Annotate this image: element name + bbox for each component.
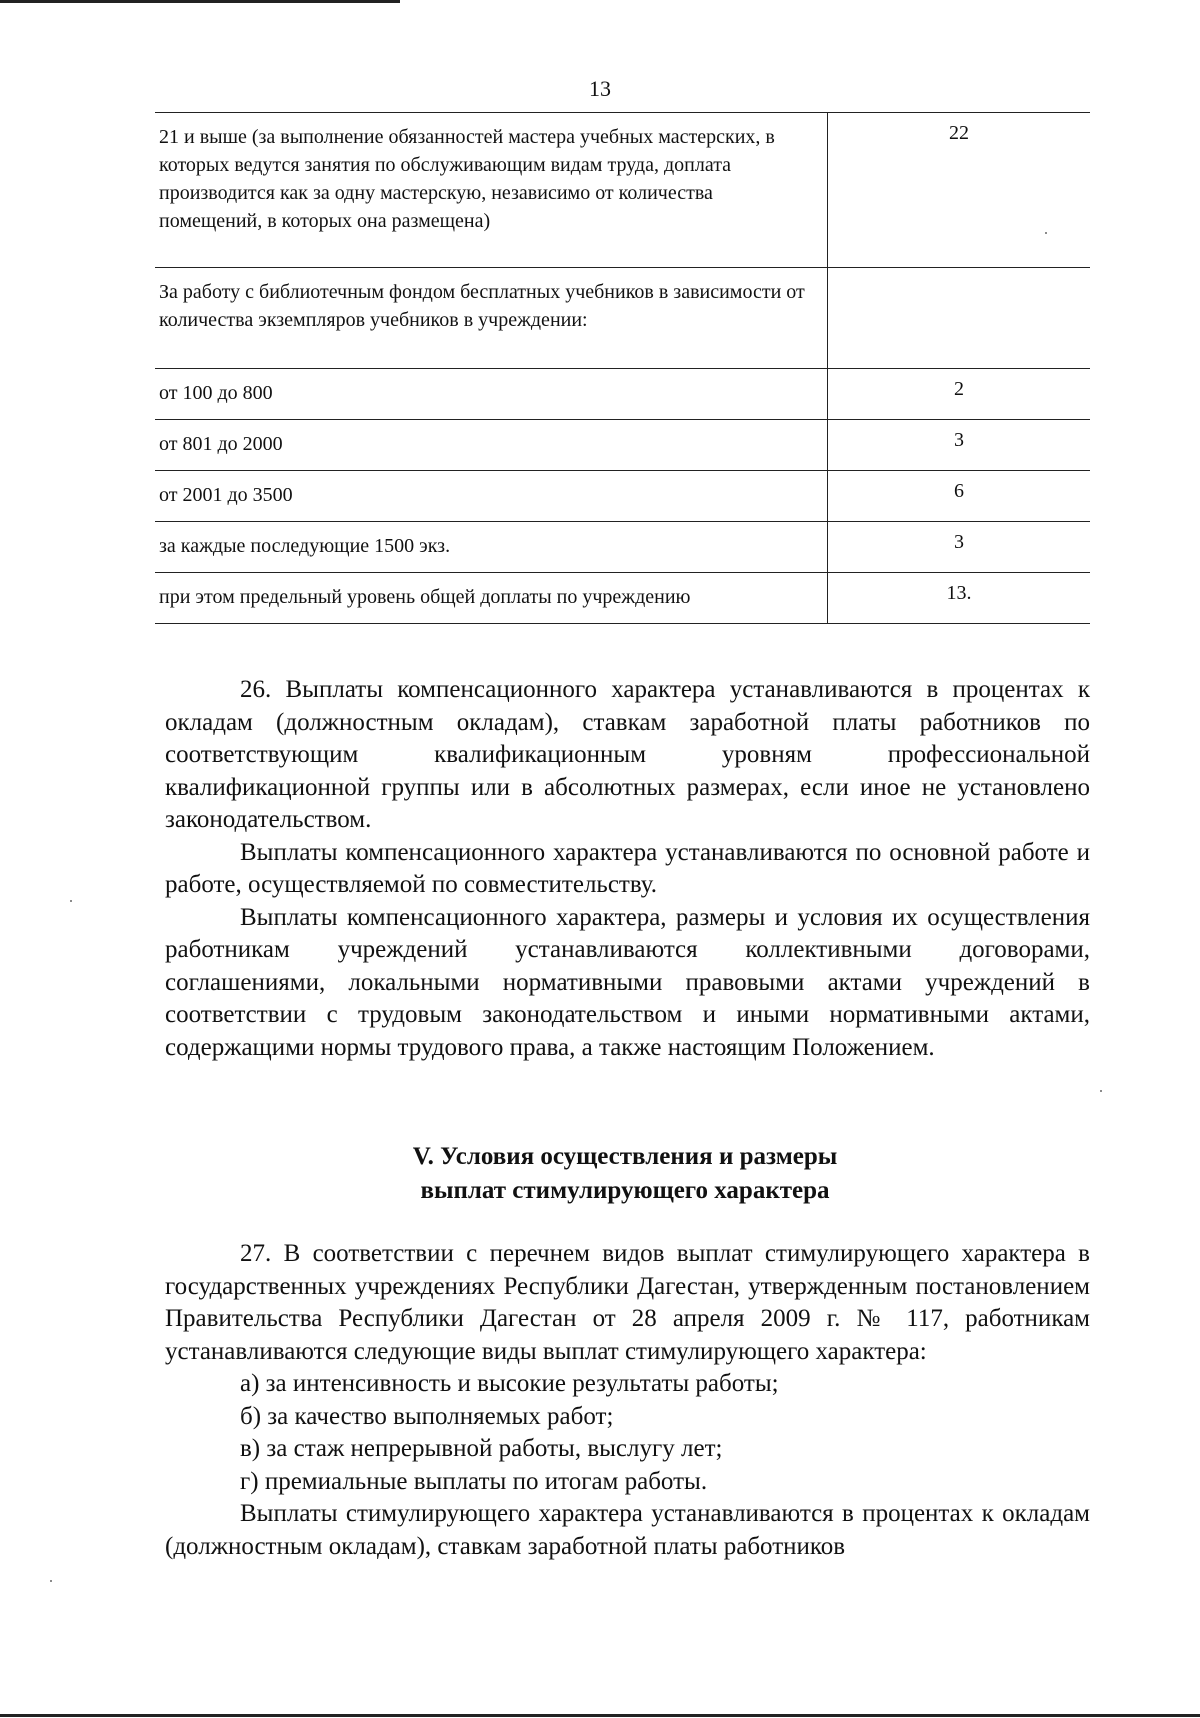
scan-speck <box>50 1580 52 1582</box>
list-item: г) премиальные выплаты по итогам работы. <box>240 1467 708 1495</box>
row-value: 2 <box>828 369 1091 420</box>
row-value: 6 <box>828 471 1091 522</box>
row-value: 22 <box>828 113 1091 268</box>
row-label: от 801 до 2000 <box>155 420 828 471</box>
clause-26-paragraph: Выплаты компенсационного характера, размеры и условия их осуществления работникам учреждений устанавливаются коллективными договорами, соглашениями, локальными нормативными правовыми актами учреждений в соответствии с трудовым законодательством и иными нормативными актами, содержащими нормы трудового права, а также настоящим Положением. <box>165 903 1090 1061</box>
closing-paragraph: Выплаты стимулирующего характера устанавливаются в процентах к окладам (должностным окладам), ставкам заработной платы работников <box>165 1500 1090 1560</box>
clause-26-paragraph: 26. Выплаты компенсационного характера устанавливаются в процентах к окладам (должностным окладам), ставкам заработной платы работников по соответствующим квалификационным уровням профессиональной квалификационной группы или в абсолютных размерах, если иное не установлено законодательством. <box>165 676 1090 833</box>
row-value: 13. <box>828 573 1091 624</box>
row-value: 3 <box>828 420 1091 471</box>
table-row <box>155 369 1090 420</box>
table-row <box>155 420 1090 471</box>
table-row <box>155 522 1090 573</box>
top-edge-rule <box>0 0 400 3</box>
scan-speck <box>1045 232 1047 234</box>
section-heading-line: выплат стимулирующего характера <box>420 1177 830 1204</box>
table-row <box>155 268 1090 369</box>
clause-26-paragraph: Выплаты компенсационного характера устанавливаются по основной работе и работе, осуществляемой по совместительству. <box>165 838 1090 898</box>
clause-27-paragraph: 27. В соответствии с перечнем видов выплат стимулирующего характера в государственных учреждениях Республики Дагестан, утвержденным постановлением Правительства Республики Дагестан от 28 апреля 2009 г. № 117, работникам устанавливаются следующие виды выплат стимулирующего характера: <box>165 1240 1090 1365</box>
row-label: от 2001 до 3500 <box>155 471 828 522</box>
table-row <box>155 113 1090 268</box>
list-item: б) за качество выполняемых работ; <box>240 1402 614 1430</box>
page-number: 13 <box>589 76 611 101</box>
allowance-table <box>155 112 1090 624</box>
scan-speck <box>70 900 72 902</box>
clause-27-block <box>165 1238 1090 1563</box>
row-value <box>828 268 1091 369</box>
row-label: за каждые последующие 1500 экз. <box>155 522 828 573</box>
section-heading-line: V. Условия осуществления и размеры <box>412 1143 838 1170</box>
list-item: а) за интенсивность и высокие результаты работы; <box>240 1370 779 1397</box>
table-row <box>155 471 1090 522</box>
row-label: За работу с библиотечным фондом бесплатных учебников в зависимости от количества экземпляров учебников в учреждении: <box>155 268 828 369</box>
row-value: 3 <box>828 522 1091 573</box>
row-label: при этом предельный уровень общей доплаты по учреждению <box>155 573 828 624</box>
scan-speck <box>1100 1090 1102 1092</box>
bottom-edge-rule <box>0 1714 1200 1717</box>
table-row <box>155 573 1090 624</box>
section-heading <box>0 1140 1200 1208</box>
row-label: 21 и выше (за выполнение обязанностей мастера учебных мастерских, в которых ведутся занятия по обслуживающим видам труда, доплата производится как за одну мастерскую, независимо от количества помещений, в которых она размещена) <box>155 113 828 268</box>
list-item: в) за стаж непрерывной работы, выслугу лет; <box>240 1435 723 1462</box>
row-label: от 100 до 800 <box>155 369 828 420</box>
clause-26-block <box>165 674 1090 1064</box>
